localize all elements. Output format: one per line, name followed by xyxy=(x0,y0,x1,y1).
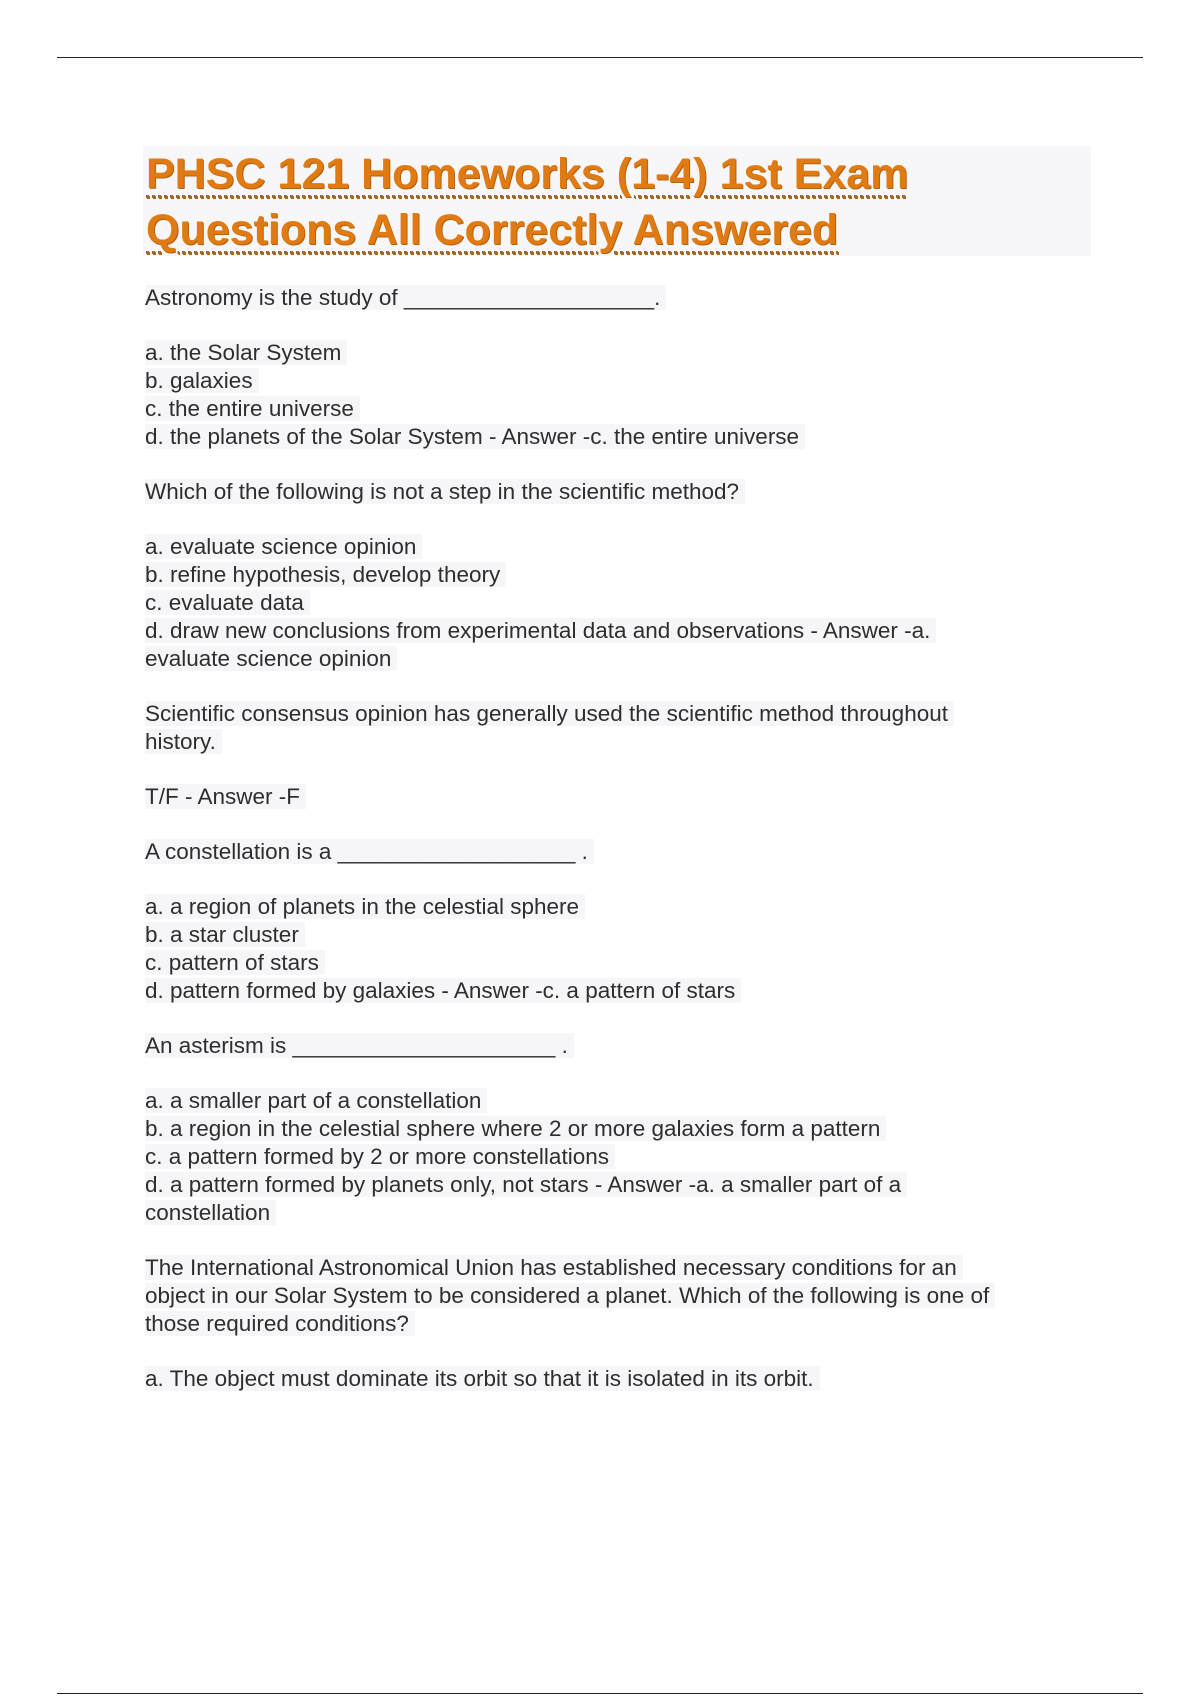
text-line xyxy=(145,838,1065,866)
text-line xyxy=(145,1199,1065,1227)
text-block xyxy=(145,1365,1065,1393)
top-rule xyxy=(57,57,1143,58)
text-block xyxy=(145,339,1065,451)
text-line-content: c. the entire universe xyxy=(145,396,360,421)
text-block xyxy=(145,700,1065,756)
document-title xyxy=(146,146,908,258)
text-line-content: An asterism is _____________________ . xyxy=(145,1033,574,1058)
text-line-content: b. galaxies xyxy=(145,368,259,393)
title-line-1: PHSC 121 Homeworks (1-4) 1st Exam xyxy=(146,150,909,198)
text-line-content: evaluate science opinion xyxy=(145,646,397,671)
text-line-content: d. pattern formed by galaxies - Answer -c. a pattern of stars xyxy=(145,978,741,1003)
text-line xyxy=(145,339,1065,367)
text-line-content: those required conditions? xyxy=(145,1311,415,1336)
text-line xyxy=(145,284,1065,312)
text-line xyxy=(145,1282,1065,1310)
text-line xyxy=(145,921,1065,949)
text-line xyxy=(145,1032,1065,1060)
text-line xyxy=(145,1143,1065,1171)
text-line-content: constellation xyxy=(145,1200,276,1225)
text-block xyxy=(145,783,1065,811)
text-line xyxy=(145,478,1065,506)
text-line-content: object in our Solar System to be considered a planet. Which of the following is one of xyxy=(145,1283,995,1308)
text-line xyxy=(145,728,1065,756)
text-line-content: d. draw new conclusions from experimental data and observations - Answer -a. xyxy=(145,618,936,643)
text-line xyxy=(145,1171,1065,1199)
text-line xyxy=(145,589,1065,617)
text-line xyxy=(145,949,1065,977)
text-line-content: a. The object must dominate its orbit so that it is isolated in its orbit. xyxy=(145,1366,820,1391)
text-block xyxy=(145,533,1065,673)
text-line xyxy=(145,977,1065,1005)
text-line-content: b. a star cluster xyxy=(145,922,305,947)
text-line-content: a. a region of planets in the celestial sphere xyxy=(145,894,585,919)
text-line xyxy=(145,367,1065,395)
text-line xyxy=(145,645,1065,673)
text-line xyxy=(145,533,1065,561)
document-body xyxy=(145,284,1065,1420)
text-line-content: Which of the following is not a step in the scientific method? xyxy=(145,479,745,504)
bottom-rule xyxy=(57,1693,1143,1694)
title-line-2: Questions All Correctly Answered xyxy=(146,206,839,254)
text-line-content: a. evaluate science opinion xyxy=(145,534,422,559)
text-line-content: c. a pattern formed by 2 or more constellations xyxy=(145,1144,615,1169)
text-line-content: a. a smaller part of a constellation xyxy=(145,1088,487,1113)
text-line-content: T/F - Answer -F xyxy=(145,784,306,809)
text-line xyxy=(145,893,1065,921)
text-line-content: a. the Solar System xyxy=(145,340,347,365)
text-line xyxy=(145,1365,1065,1393)
text-line-content: d. a pattern formed by planets only, not stars - Answer -a. a smaller part of a xyxy=(145,1172,907,1197)
text-block xyxy=(145,1087,1065,1227)
text-line xyxy=(145,783,1065,811)
text-line-content: history. xyxy=(145,729,222,754)
text-block xyxy=(145,284,1065,312)
text-line xyxy=(145,1310,1065,1338)
text-line xyxy=(145,1254,1065,1282)
text-block xyxy=(145,1032,1065,1060)
text-line xyxy=(145,1115,1065,1143)
text-line-content: Astronomy is the study of ____________________. xyxy=(145,285,666,310)
text-line xyxy=(145,1087,1065,1115)
text-block xyxy=(145,1254,1065,1338)
text-line-content: b. refine hypothesis, develop theory xyxy=(145,562,506,587)
text-block xyxy=(145,478,1065,506)
text-block xyxy=(145,838,1065,866)
text-line xyxy=(145,617,1065,645)
text-line-content: c. evaluate data xyxy=(145,590,310,615)
text-line-content: Scientific consensus opinion has generally used the scientific method throughout xyxy=(145,701,954,726)
text-line-content: b. a region in the celestial sphere where 2 or more galaxies form a pattern xyxy=(145,1116,886,1141)
text-line xyxy=(145,395,1065,423)
text-line xyxy=(145,700,1065,728)
text-line-content: d. the planets of the Solar System - Answer -c. the entire universe xyxy=(145,424,805,449)
text-block xyxy=(145,893,1065,1005)
text-line-content: c. pattern of stars xyxy=(145,950,325,975)
text-line-content: The International Astronomical Union has established necessary conditions for an xyxy=(145,1255,963,1280)
text-line xyxy=(145,561,1065,589)
text-line xyxy=(145,423,1065,451)
text-line-content: A constellation is a ___________________ . xyxy=(145,839,594,864)
